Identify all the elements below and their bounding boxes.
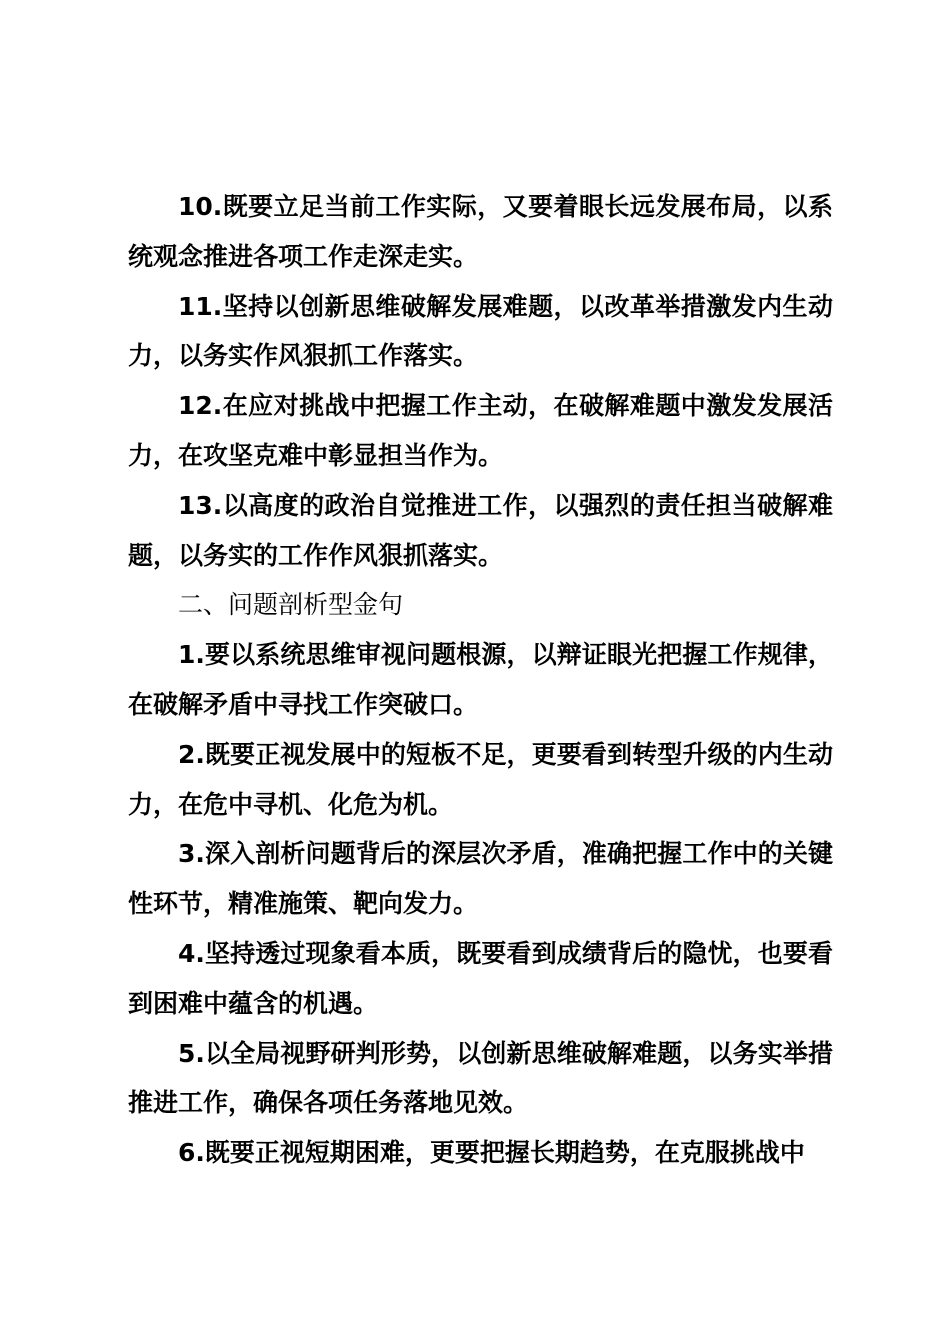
paragraph-6: 6.既要正视短期困难，更要把握长期趋势，在克服挑战中 bbox=[178, 1138, 805, 1168]
paragraph-5: 5.以全局视野研判形势，以创新思维破解难题，以务实举措推进工作，确保各项任务落地见效。 bbox=[128, 1038, 833, 1118]
paragraph-1: 1.要以系统思维审视问题根源，以辩证眼光把握工作规律，在破解矛盾中寻找工作突破口。 bbox=[128, 640, 833, 719]
paragraph-3: 3.深入剖析问题背后的深层次矛盾，准确把握工作中的关键性环节，精准施策、靶向发力。 bbox=[128, 839, 833, 919]
document-body bbox=[128, 182, 833, 1178]
paragraph-2: 2.既要正视发展中的短板不足，更要看到转型升级的内生动力，在危中寻机、化危为机。 bbox=[128, 739, 833, 819]
section-heading: 二、问题剖析型金句 bbox=[178, 590, 404, 620]
paragraph-12: 12.在应对挑战中把握工作主动，在破解难题中激发发展活力，在攻坚克难中彰显担当作为。 bbox=[128, 391, 833, 470]
paragraph-13: 13.以高度的政治自觉推进工作，以强烈的责任担当破解难题，以务实的工作作风狠抓落实。 bbox=[128, 490, 833, 570]
paragraph-4: 4.坚持透过现象看本质，既要看到成绩背后的隐忧，也要看到困难中蕴含的机遇。 bbox=[128, 938, 833, 1018]
paragraph-10: 10.既要立足当前工作实际，又要着眼长远发展布局，以系统观念推进各项工作走深走实。 bbox=[128, 192, 833, 271]
paragraph-11: 11.坚持以创新思维破解发展难题，以改革举措激发内生动力，以务实作风狠抓工作落实。 bbox=[128, 291, 833, 371]
